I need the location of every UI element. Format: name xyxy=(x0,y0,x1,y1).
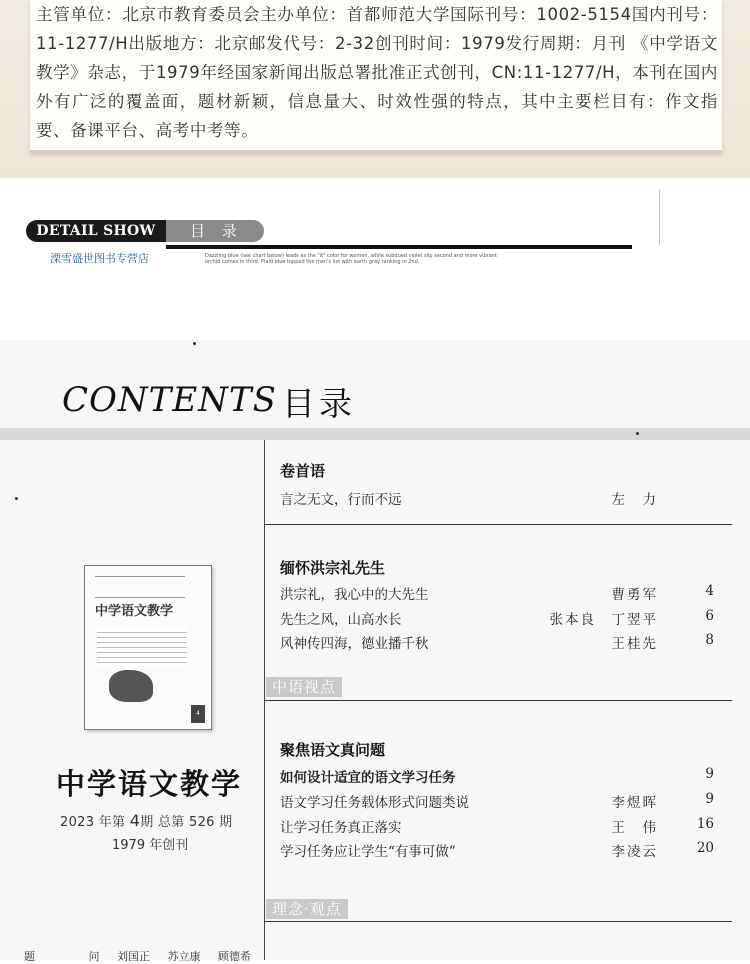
speck xyxy=(15,497,18,500)
cover-header-lines xyxy=(95,576,185,598)
editor-name: 苏立康 xyxy=(167,950,201,963)
toc-entry-title: 学习任务应让学生“有事可做” xyxy=(280,844,456,860)
publication-info-card xyxy=(0,0,750,178)
speck xyxy=(193,342,196,345)
detail-show-label: DETAIL SHOW xyxy=(26,220,166,242)
toc-entry-title: 语文学习任务载体形式问题类说 xyxy=(280,795,469,811)
toc-entry-title: 洪宗礼，我心中的大先生 xyxy=(280,587,429,603)
issue-number: 4 xyxy=(129,811,141,830)
editor-name: 顾德希 xyxy=(218,950,251,963)
toc-entry xyxy=(280,766,720,788)
toc-entry xyxy=(280,791,720,813)
toc-entry-title: 言之无文，行而不远 xyxy=(280,492,402,508)
toc-entry-author: 张本良 丁翌平 xyxy=(549,612,658,628)
contents-label: 目 录 xyxy=(166,220,264,242)
toc-entry xyxy=(280,632,720,654)
section-rule xyxy=(264,921,732,922)
toc-entry-author: 王桂先 xyxy=(611,636,658,652)
cover-issue-badge: 4 xyxy=(191,705,205,723)
toc-entry-page: 20 xyxy=(696,840,714,856)
toc-entry-page: 16 xyxy=(696,816,714,832)
banner-note: Dazzling blue (see chart below) leads as the "it" color for women, while subdued violet slip second and more vibrant orchid comes in third. Plaid blue topped the men's list with earth gray ranking in 2nd. xyxy=(205,253,497,265)
toc-section-title: 聚焦语文真问题 xyxy=(280,741,386,759)
toc-section-title: 卷首语 xyxy=(280,462,326,480)
toc-entry-title: 风神传四海，德业播千秋 xyxy=(280,636,429,652)
toc-entry-title: 如何设计适宜的语文学习任务 xyxy=(280,770,456,786)
editors-label-2: 问 xyxy=(88,950,100,963)
toc-entry-author: 曹勇军 xyxy=(611,587,658,603)
editor-name: 刘国正 xyxy=(117,950,150,963)
banner-underline xyxy=(166,245,632,249)
shop-name[interactable]: 溧雪盛世图书专营店 xyxy=(50,252,149,265)
cover-ink-illustration xyxy=(109,670,153,702)
toc-entry-author: 李煜晖 xyxy=(611,795,658,811)
section-rule xyxy=(264,524,732,525)
editors-line xyxy=(24,948,265,964)
founded-year: 1979 年创刊 xyxy=(112,838,189,853)
toc-entry-page: 6 xyxy=(705,608,714,624)
toc-entry xyxy=(280,583,720,605)
toc-entry-page: 4 xyxy=(705,583,714,599)
section-rule xyxy=(264,700,732,701)
issue-prefix: 2023 年第 xyxy=(60,815,130,830)
magazine-title: 中学语文教学 xyxy=(56,767,243,801)
toc-entry xyxy=(280,840,720,862)
toc-entry-title: 先生之风，山高水长 xyxy=(280,612,402,628)
toc-entry-author: 左 力 xyxy=(611,492,658,508)
toc-entry-page: 9 xyxy=(705,766,714,782)
cover-title: 中学语文教学 xyxy=(95,604,174,619)
toc-section-title: 缅怀洪宗礼先生 xyxy=(280,559,386,577)
column-tag: 理念·观点 xyxy=(266,899,348,919)
toc-entry xyxy=(280,488,720,510)
issue-line xyxy=(60,811,232,830)
toc-entry-page: 9 xyxy=(705,791,714,807)
editors-label: 题 xyxy=(24,950,35,963)
toc-entry-page: 8 xyxy=(705,632,714,648)
banner-divider xyxy=(659,190,660,245)
speck xyxy=(636,432,639,435)
toc-entry-author: 王 伟 xyxy=(611,820,658,836)
contents-title-cn: 目录 xyxy=(282,384,356,423)
toc-entry-author: 李凌云 xyxy=(611,844,658,860)
toc-entry xyxy=(280,816,720,838)
contents-title-en: CONTENTS xyxy=(62,380,277,420)
column-tag: 中语视点 xyxy=(266,677,342,697)
publication-info-text: 主管单位：北京市教育委员会主办单位：首都师范大学国际刊号：1002-5154国内刊号：11-1277/H出版地方：北京邮发代号：2-32创刊时间：1979发行周期：月刊 《中学语文教学》杂志，于1979年经国家新闻出版总署批准正式创刊，CN:11-1277/H，本刊在国内外有广泛的覆盖面，题材新颖，信息量大、时效性强的特点，其中主要栏目有：作文指要、备课平台、高考中考等。 xyxy=(36,5,718,140)
toc-entry xyxy=(280,608,720,630)
toc-entry-title: 让学习任务真正落实 xyxy=(280,820,402,836)
issue-suffix: 期 总第 526 期 xyxy=(140,815,233,830)
cover-text-lines xyxy=(97,628,187,666)
magazine-cover-thumbnail xyxy=(84,565,212,730)
